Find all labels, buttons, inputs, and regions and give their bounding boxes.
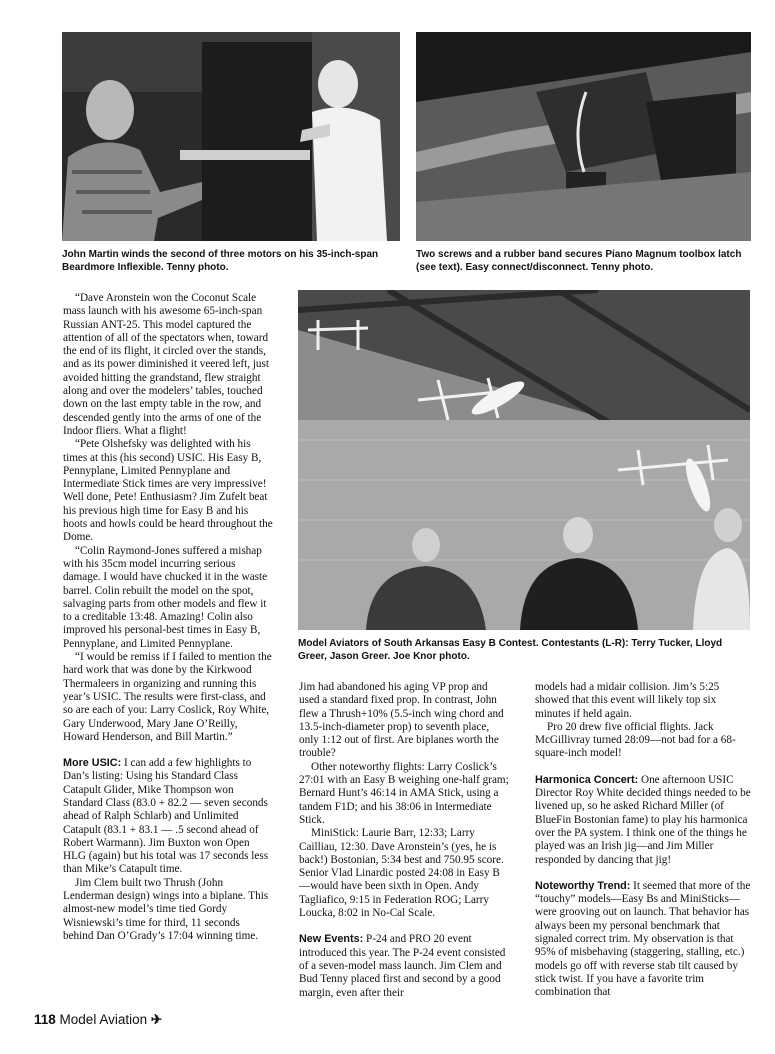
paragraph-aronstein: “Dave Aronstein won the Coconut Scale mass launch with his awesome 65-inch-span Russian ANT-25. This model captured the attention of all of the spectators when, toward the end of its flight, it circled over the stands, and as its power diminished it veered left, just avoided hitting the grandstand, flew straight along and over the modelers’ tables, touched down on the last empty table in the row, and descended gently into the arms of one of the Indoor fliers. What a flight!	[63, 292, 269, 437]
text-column-1	[63, 292, 273, 943]
paragraph-more-usic-text: I can add a few highlights to Dan’s listing: Using his Standard Class Catapult Glider, Mike Thompson won Standard Class (83.0 + 82.2 — seven seconds ahead of Ralph Schlarb) and Unlimited Catapult (83.1 + 83.1 — .5 second ahead of Robert Warmann). Jim Buxton won Open HLG (again) but his total was 17 seconds less than Mike’s Catapult time.	[63, 757, 269, 876]
photo-toolbox-latch-caption: Two screws and a rubber band secures Piano Magnum toolbox latch (see text). Easy connect/disconnect. Tenny photo.	[416, 249, 742, 273]
paragraph-raymond-jones: “Colin Raymond-Jones suffered a mishap with his 35cm model incurring serious damage. I would have chucked it in the waste barrel. Colin rebuilt the model on the spot, salvaging parts from other models and flew it to a creditable 13:48. Amazing! Colin also improved his personal-best times in Easy B, Pennyplane, and Limited Pennyplane.	[63, 544, 268, 650]
paragraph-pro20: Pro 20 drew five official flights. Jack McGillivray turned 28:09—not bad for a 68-square-inch model!	[535, 720, 736, 760]
paragraph-trend	[535, 880, 751, 1000]
magazine-name: Model Aviation	[59, 1012, 148, 1027]
photo-toolbox-latch	[416, 32, 751, 241]
airplane-icon: ✈	[150, 1012, 163, 1027]
paragraph-ministick: MiniStick: Laurie Barr, 12:33; Larry Cailliau, 12:30. Dave Aronstein’s (yes, he is back!) Bostonian, 5:34 best and 750.95 score. Senior Vlad Linardic posted 24:08 in Easy B—would have been sixth in Open. Andy Tagliafico, 9:15 in Federation ROG; Larry Loucka, 8:02 in No-Cal Scale.	[299, 827, 504, 920]
photo-winding-motor	[62, 32, 400, 241]
paragraph-olshefsky: “Pete Olshefsky was delighted with his times at this (his second) USIC. His Easy B, Pennyplane, Limited Pennyplane and Intermediate Stick times are very impressive! Well done, Pete! Enthusiasm? Jim Zufelt beat his previous high time for Easy B and his hoots and howls could be heard throughout the Dome.	[63, 438, 273, 544]
photo-toolbox-latch-image	[416, 32, 751, 241]
paragraph-vp-prop: Jim had abandoned his aging VP prop and used a standard fixed prop. In contrast, John flew a Thrush+10% (5.5-inch wing chord and 13.5-inch-diameter prop) to seventh place, only 1:12 out of first. Are biplanes worth the trouble?	[299, 681, 504, 760]
paragraph-more-usic	[63, 757, 273, 877]
text-column-2	[299, 681, 510, 1000]
photo-contestants-caption: Model Aviators of South Arkansas Easy B Contest. Contestants (L-R): Terry Tucker, Lloyd Greer, Jason Greer. Joe Knor photo.	[298, 638, 723, 662]
paragraph-new-events	[299, 933, 510, 999]
heading-more-usic: More USIC:	[63, 757, 122, 770]
paragraph-noteworthy-flights: Other noteworthy flights: Larry Coslick’s 27:01 with an Easy B weighing one-half gram; Bernard Hunt’s 46:14 in AMA Stick, using a tandem F1D; and his 38:06 in Intermediate Stick.	[299, 760, 509, 826]
heading-new-events: New Events:	[299, 933, 364, 946]
photo-winding-motor-image	[62, 32, 400, 241]
paragraph-thanks: “I would be remiss if I failed to mention the hard work that was done by the Kirkwood Thermaleers in organizing and running this year’s USIC. The results were first-class, and so are each of you: Larry Coslick, Roy White, Gary Underwood, Mary Jane O’Reilly, Howard Henderson, and Bill Martin.”	[63, 651, 272, 743]
heading-noteworthy-trend: Noteworthy Trend:	[535, 879, 631, 892]
paragraph-clem-biplane: Jim Clem built two Thrush (John Lenderman design) wings into a biplane. This almost-new model’s time tied Gordy Wisniewski’s time for third, 11 seconds behind Dan O’Grady’s 17:04 winning time.	[63, 876, 269, 942]
paragraph-harmonica-text: One afternoon USIC Director Roy White decided things needed to be livened up, so he asked Richard Miller (of BlueFin Bostonian fame) to play his harmonica over the PA system. I think one of the things he played was an Irish jig—and Jim Miller responded by dancing that jig!	[535, 773, 751, 866]
page-number: 118	[34, 1012, 56, 1027]
heading-harmonica-concert: Harmonica Concert:	[535, 773, 639, 786]
photo-winding-motor-caption: John Martin winds the second of three motors on his 35-inch-span Beardmore Inflexible. Tenny photo.	[62, 249, 379, 273]
photo-contestants	[298, 290, 750, 630]
paragraph-midair: models had a midair collision. Jim’s 5:25 showed that this event will likely top six minutes if held again.	[535, 681, 720, 720]
paragraph-harmonica	[535, 774, 751, 867]
paragraph-new-events-text: P-24 and PRO 20 event introduced this year. The P-24 event consisted of a seven-model mass launch. Jim Clem and Bud Tenny placed first and second by a good margin, even after their	[299, 933, 506, 999]
page-footer	[34, 1012, 162, 1028]
photo-contestants-image	[298, 290, 750, 630]
text-column-3	[535, 681, 751, 1000]
paragraph-trend-text: It seemed that more of the “touchy” models—Easy Bs and MiniSticks—were grooving out on launch. That behavior has always been my personal benchmark that signaled correct trim. My observation is that 95% of misbehaving (staggering, stalling, etc.) models go off with reverse stab tilt caused by stick twist. If you have a favorite trim combination that	[535, 879, 751, 999]
